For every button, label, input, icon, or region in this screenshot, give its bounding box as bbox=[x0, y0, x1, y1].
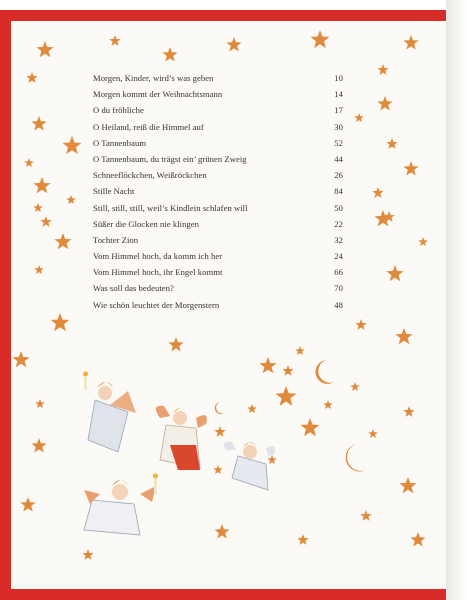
toc-entry-page-number: 48 bbox=[334, 299, 343, 310]
toc-entry bbox=[93, 200, 343, 216]
toc-entry-page-number: 14 bbox=[334, 89, 343, 100]
toc-entry-title: Vom Himmel hoch, da komm ich her bbox=[93, 251, 223, 262]
toc-entry-title: Still, still, still, weil’s Kindlein schlafen will bbox=[93, 202, 248, 213]
toc-entry-page-number: 10 bbox=[334, 73, 343, 83]
toc-entry-page-number: 22 bbox=[334, 218, 343, 229]
toc-entry bbox=[93, 86, 343, 102]
toc-entry bbox=[93, 102, 343, 118]
toc-entry-title: Was soll das bedeuten? bbox=[93, 283, 174, 294]
toc-entry-page-number: 30 bbox=[334, 121, 343, 132]
paper-edge bbox=[446, 0, 467, 600]
toc-entry-title: Morgen kommt der Weihnachtsmann bbox=[93, 89, 223, 100]
toc-entry-page-number: 32 bbox=[334, 234, 343, 245]
toc-entry-page-number: 24 bbox=[334, 251, 343, 262]
toc-entry-page-number: 44 bbox=[334, 153, 343, 164]
toc-entry bbox=[93, 135, 343, 151]
toc-entry-page-number: 26 bbox=[334, 170, 343, 181]
toc-entry bbox=[93, 280, 343, 296]
toc-entry-page-number: 84 bbox=[334, 186, 343, 197]
toc-entry-title: Tochter Zion bbox=[93, 234, 139, 245]
toc-entry bbox=[93, 264, 343, 280]
toc-entry-page-number: 66 bbox=[334, 267, 343, 278]
toc-entry bbox=[93, 167, 343, 183]
toc-entry bbox=[93, 216, 343, 232]
table-of-contents bbox=[93, 70, 343, 313]
toc-entry bbox=[93, 119, 343, 135]
toc-entry-page-number: 17 bbox=[334, 105, 343, 116]
toc-entry-page-number: 50 bbox=[334, 202, 343, 213]
toc-entry-title: O Tannenbaum bbox=[93, 137, 147, 148]
toc-entry bbox=[93, 70, 343, 86]
toc-entry-page-number: 70 bbox=[334, 283, 343, 294]
toc-entry-title: O Tannenbaum, du trägst ein’ grünen Zweig bbox=[93, 153, 247, 164]
toc-entry-title: Morgen, Kinder, wird’s was geben bbox=[93, 73, 214, 83]
toc-entry bbox=[93, 151, 343, 167]
toc-entry bbox=[93, 248, 343, 264]
toc-entry-title: Wie schön leuchtet der Morgenstern bbox=[93, 299, 220, 310]
toc-entry-title: Vom Himmel hoch, ihr Engel kommt bbox=[93, 267, 223, 278]
toc-entry-title: O Heiland, reiß die Himmel auf bbox=[93, 121, 204, 132]
toc-entry-title: Stille Nacht bbox=[93, 186, 135, 197]
toc-entry-title: Süßer die Glocken nie klingen bbox=[93, 218, 199, 229]
toc-entry-page-number: 52 bbox=[334, 137, 343, 148]
toc-entry bbox=[93, 183, 343, 199]
toc-entry-title: Schneeflöckchen, Weißröckchen bbox=[93, 170, 207, 181]
toc-entry bbox=[93, 232, 343, 248]
toc-entry bbox=[93, 297, 343, 313]
toc-entry-title: O du fröhliche bbox=[93, 105, 144, 116]
